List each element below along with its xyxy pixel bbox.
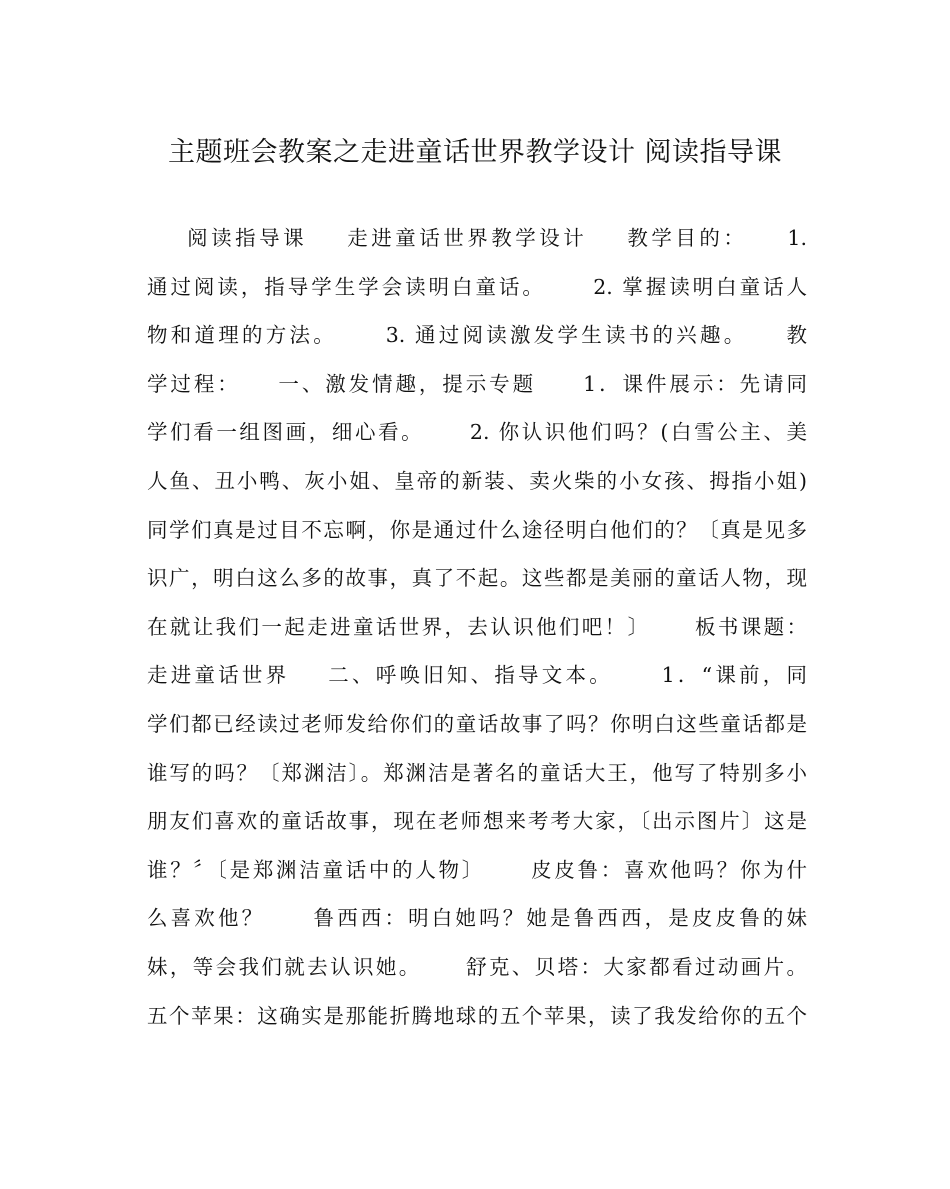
body-line: 在就让我们一起走进童话世界，去认识他们吧！〕 板书课题： (147, 614, 807, 639)
body-line: 谁？〞〔是郑渊洁童话中的人物〕 皮皮鲁：喜欢他吗？你为什 (147, 857, 807, 882)
body-line: 人鱼、丑小鸭、灰小姐、皇帝的新装、卖火柴的小女孩、拇指小姐) (147, 468, 807, 493)
body-line: 么喜欢他？ 鲁西西：明白她吗？她是鲁西西，是皮皮鲁的妹 (147, 906, 807, 931)
body-line: 谁写的吗？〔郑渊洁〕。郑渊洁是著名的童话大王，他写了特别多小 (147, 760, 807, 785)
body-line: 学们看一组图画，细心看。 2. 你认识他们吗？(白雪公主、美 (147, 420, 807, 445)
body-line: 妹，等会我们就去认识她。 舒克、贝塔：大家都看过动画片。 (147, 954, 807, 979)
body-line: 同学们真是过目不忘啊，你是通过什么途径明白他们的？〔真是见多 (147, 517, 807, 542)
body-line: 走进童话世界 二、呼唤旧知、指导文本。 1．“课前，同 (147, 663, 807, 688)
body-line: 五个苹果：这确实是那能折腾地球的五个苹果，读了我发给你的五个 (147, 1003, 807, 1028)
body-line: 阅读指导课 走进童话世界教学设计 教学目的： 1. (147, 226, 807, 250)
body-line: 朋友们喜欢的童话故事，现在老师想来考考大家，〔出示图片〕这是 (147, 809, 807, 834)
body-line: 学过程： 一、激发情趣，提示专题 1．课件展示：先请同 (147, 371, 807, 396)
body-line: 物和道理的方法。 3. 通过阅读激发学生读书的兴趣。 教 (147, 323, 807, 348)
body-line: 通过阅读，指导学生学会读明白童话。 2. 掌握读明白童话人 (147, 274, 807, 299)
body-line: 识广，明白这么多的故事，真了不起。这些都是美丽的童话人物，现 (147, 566, 807, 591)
document-title: 主题班会教案之走进童话世界教学设计 阅读指导课 (167, 137, 783, 168)
body-line: 学们都已经读过老师发给你们的童话故事了吗？你明白这些童话都是 (147, 711, 807, 736)
document-body (147, 218, 807, 1044)
